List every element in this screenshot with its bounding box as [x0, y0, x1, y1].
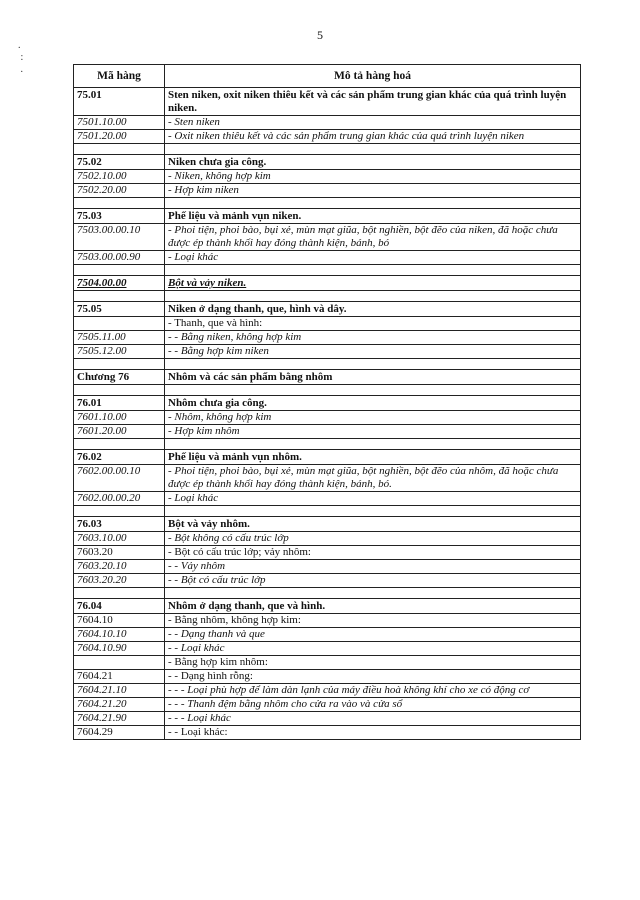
page-number: 5 [317, 28, 323, 42]
header-description: Mô tả hàng hoá [165, 65, 581, 88]
table-row [74, 656, 581, 670]
description-cell: - Bằng nhôm, không hợp kim: [165, 614, 581, 628]
description-cell: Bột và vảy nhôm. [165, 517, 581, 532]
table-row [74, 265, 581, 276]
description-cell: Nhôm chưa gia công. [165, 396, 581, 411]
hs-code-cell: 75.05 [74, 302, 165, 317]
table-row [74, 345, 581, 359]
hs-code-cell [74, 588, 165, 599]
hs-code-cell: 7602.00.00.10 [74, 465, 165, 492]
table-row [74, 599, 581, 614]
description-cell: - - Bằng hợp kim niken [165, 345, 581, 359]
table-row [74, 726, 581, 740]
hs-code-cell: 7603.10.00 [74, 532, 165, 546]
table-row [74, 370, 581, 385]
table-row [74, 670, 581, 684]
table-row [74, 251, 581, 265]
table-row [74, 276, 581, 291]
table-row [74, 425, 581, 439]
description-cell [165, 439, 581, 450]
table-row [74, 614, 581, 628]
description-cell [165, 385, 581, 396]
table-row [74, 546, 581, 560]
description-cell: Phế liệu và mảnh vụn niken. [165, 209, 581, 224]
hs-code-cell: 75.02 [74, 155, 165, 170]
header-code: Mã hàng [74, 65, 165, 88]
hs-code-cell: 7604.21.20 [74, 698, 165, 712]
table-row [74, 116, 581, 130]
hs-code-cell: 76.04 [74, 599, 165, 614]
table-row [74, 396, 581, 411]
description-cell: - Niken, không hợp kim [165, 170, 581, 184]
description-cell: - Hợp kim nhôm [165, 425, 581, 439]
table-row [74, 628, 581, 642]
table-body [74, 88, 581, 740]
table-row [74, 317, 581, 331]
description-cell [165, 291, 581, 302]
description-cell: - Hợp kim niken [165, 184, 581, 198]
hs-code-cell: 75.03 [74, 209, 165, 224]
hs-code-cell: 7504.00.00 [74, 276, 165, 291]
hs-code-cell: 7505.12.00 [74, 345, 165, 359]
hs-code-cell [74, 198, 165, 209]
hs-code-cell [74, 291, 165, 302]
hs-code-cell: 7601.10.00 [74, 411, 165, 425]
hs-code-cell: 7604.21.10 [74, 684, 165, 698]
description-cell: - - Bằng niken, không hợp kim [165, 331, 581, 345]
table-row [74, 155, 581, 170]
hs-code-cell [74, 265, 165, 276]
table-row [74, 411, 581, 425]
hs-code-cell: 75.01 [74, 88, 165, 116]
table-row [74, 302, 581, 317]
hs-code-cell: 76.02 [74, 450, 165, 465]
hs-code-cell: 7604.10.90 [74, 642, 165, 656]
description-cell [165, 265, 581, 276]
description-cell: - Bằng hợp kim nhôm: [165, 656, 581, 670]
hs-code-cell: 7602.00.00.20 [74, 492, 165, 506]
hs-code-cell [74, 439, 165, 450]
table-row [74, 331, 581, 345]
description-cell: - Phoi tiện, phoi bào, bụi xẻ, mùn mạt giũa, bột nghiền, bột đẽo của nhôm, đã hoặc chưa được ép thành khối hay đóng thành kiện, bánh, bó. [165, 465, 581, 492]
description-cell: - - Dạng thanh và que [165, 628, 581, 642]
table-row [74, 560, 581, 574]
hs-code-cell: 7503.00.00.90 [74, 251, 165, 265]
table-header-row [74, 65, 581, 88]
table-row [74, 224, 581, 251]
hs-code-cell: 7603.20 [74, 546, 165, 560]
description-cell: Niken chưa gia công. [165, 155, 581, 170]
hs-code-cell [74, 359, 165, 370]
description-cell: Sten niken, oxit niken thiêu kết và các sản phẩm trung gian khác của quá trình luyện niken. [165, 88, 581, 116]
table-row [74, 198, 581, 209]
hs-code-cell: 7503.00.00.10 [74, 224, 165, 251]
description-cell: - - Loại khác [165, 642, 581, 656]
table-row [74, 574, 581, 588]
table-row [74, 291, 581, 302]
hs-code-cell: 7604.21.90 [74, 712, 165, 726]
table-row [74, 209, 581, 224]
margin-marks: . : . [18, 40, 24, 75]
hs-code-cell: 76.03 [74, 517, 165, 532]
hs-code-cell: 7505.11.00 [74, 331, 165, 345]
hs-code-cell [74, 656, 165, 670]
description-cell: Niken ở dạng thanh, que, hình và dây. [165, 302, 581, 317]
description-cell: Bột và vảy niken. [165, 276, 581, 291]
hs-code-cell [74, 506, 165, 517]
description-cell: Phế liệu và mảnh vụn nhôm. [165, 450, 581, 465]
table-row [74, 492, 581, 506]
hs-code-cell: 7603.20.20 [74, 574, 165, 588]
table-row [74, 684, 581, 698]
description-cell: - Thanh, que và hình: [165, 317, 581, 331]
table-row [74, 465, 581, 492]
description-cell: - - - Loại phù hợp để làm dàn lạnh của máy điều hoà không khí cho xe có động cơ [165, 684, 581, 698]
hs-code-cell [74, 317, 165, 331]
table-row [74, 532, 581, 546]
tariff-table [73, 64, 581, 740]
table-row [74, 130, 581, 144]
hs-code-cell: 7604.21 [74, 670, 165, 684]
hs-code-cell: 7501.20.00 [74, 130, 165, 144]
description-cell: - Phoi tiện, phoi bào, bụi xẻ, mùn mạt giũa, bột nghiền, bột đẽo của niken, đã hoặc chưa được ép thành khối hay đóng thành kiện, bánh, bó [165, 224, 581, 251]
description-cell: - - Bột có cấu trúc lớp [165, 574, 581, 588]
hs-code-cell: 7604.10.10 [74, 628, 165, 642]
table-row [74, 517, 581, 532]
table-row [74, 439, 581, 450]
description-cell [165, 506, 581, 517]
table-row [74, 359, 581, 370]
description-cell: - Nhôm, không hợp kim [165, 411, 581, 425]
hs-code-cell: 7501.10.00 [74, 116, 165, 130]
hs-code-cell: 7604.10 [74, 614, 165, 628]
description-cell: - Bột có cấu trúc lớp; vảy nhôm: [165, 546, 581, 560]
table-row [74, 184, 581, 198]
table-row [74, 88, 581, 116]
hs-code-cell: 7604.29 [74, 726, 165, 740]
hs-code-cell [74, 385, 165, 396]
table-row [74, 588, 581, 599]
table-row [74, 698, 581, 712]
description-cell: - Loại khác [165, 251, 581, 265]
hs-code-cell: 7502.20.00 [74, 184, 165, 198]
table-row [74, 385, 581, 396]
description-cell: Nhôm và các sản phẩm bằng nhôm [165, 370, 581, 385]
description-cell [165, 144, 581, 155]
description-cell: - - Loại khác: [165, 726, 581, 740]
description-cell: - Sten niken [165, 116, 581, 130]
description-cell: - Loại khác [165, 492, 581, 506]
table-row [74, 450, 581, 465]
description-cell: - - - Thanh đệm bằng nhôm cho cửa ra vào và cửa sổ [165, 698, 581, 712]
description-cell: Nhôm ở dạng thanh, que và hình. [165, 599, 581, 614]
description-cell [165, 359, 581, 370]
description-cell: - - Vảy nhôm [165, 560, 581, 574]
table-row [74, 144, 581, 155]
hs-code-cell: 7502.10.00 [74, 170, 165, 184]
table-row [74, 642, 581, 656]
description-cell [165, 198, 581, 209]
hs-code-cell: 7601.20.00 [74, 425, 165, 439]
hs-code-cell: 7603.20.10 [74, 560, 165, 574]
table-row [74, 712, 581, 726]
description-cell [165, 588, 581, 599]
hs-code-cell: Chương 76 [74, 370, 165, 385]
hs-code-cell [74, 144, 165, 155]
table-row [74, 506, 581, 517]
description-cell: - Oxit niken thiêu kết và các sản phẩm trung gian khác của quá trình luyện niken [165, 130, 581, 144]
description-cell: - - - Loại khác [165, 712, 581, 726]
table-row [74, 170, 581, 184]
description-cell: - Bột không có cấu trúc lớp [165, 532, 581, 546]
hs-code-cell: 76.01 [74, 396, 165, 411]
description-cell: - - Dạng hình rỗng: [165, 670, 581, 684]
